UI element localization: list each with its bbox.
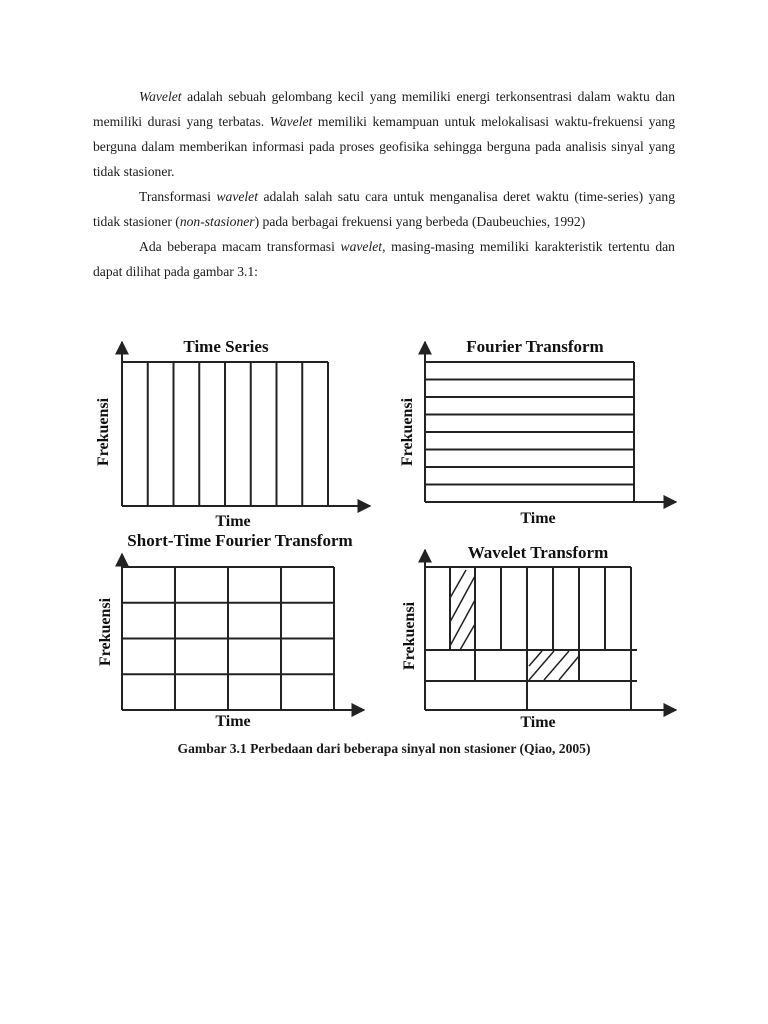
text-run: ) pada berbagai frekuensi yang berbeda (Daubeuchies, 1992): [254, 214, 586, 229]
text-run: adalah sebuah gelombang kecil yang memiliki energi terkonsentrasi dalam waktu dan memiliki durasi yang terbatas.: [93, 89, 675, 129]
panel-xlabel-time-series: Time: [215, 513, 251, 530]
panel-xlabel-fourier: Time: [520, 510, 556, 527]
body-text: [93, 84, 675, 284]
text-run: Transformasi: [139, 189, 217, 204]
panel-xlabel-wavelet: Time: [520, 714, 556, 730]
panel-time-series: [122, 342, 370, 506]
italic-term: wavelet: [216, 189, 258, 204]
panel-ylabel-stft: Frekuensi: [97, 597, 114, 667]
panel-ylabel-wavelet: Frekuensi: [401, 601, 418, 671]
panel-title-stft: Short-Time Fourier Transform: [127, 531, 353, 550]
text-run: memiliki kemampuan untuk melokalisasi waktu-frekuensi yang berguna dalam memberikan informasi pada proses geofisika sehingga berguna pada analisis sinyal yang tidak stasioner.: [93, 114, 675, 179]
panel-wavelet: [425, 550, 676, 710]
paragraph-2: [93, 184, 675, 234]
italic-term: Wavelet: [139, 89, 182, 104]
paragraph-3: [93, 234, 675, 284]
text-run: Ada beberapa macam transformasi: [139, 239, 341, 254]
italic-term: wavelet: [340, 239, 383, 254]
panel-fourier: [425, 342, 676, 502]
panel-stft: [122, 554, 364, 710]
figure-caption: Gambar 3.1 Perbedaan dari beberapa sinyal non stasioner (Qiao, 2005): [177, 741, 591, 756]
panel-title-time-series: Time Series: [183, 337, 269, 356]
italic-term: Wavelet: [269, 114, 313, 129]
panel-title-fourier: Fourier Transform: [466, 337, 604, 356]
panel-ylabel-fourier: Frekuensi: [399, 397, 416, 467]
text-run: , masing-masing memiliki karakteristik tertentu dan dapat dilihat pada gambar 3.1:: [93, 239, 675, 279]
figure-3-1: [88, 330, 688, 730]
hatched-cell-high: [450, 570, 475, 650]
hatched-cell-mid: [529, 651, 579, 680]
italic-term: non-stasioner: [179, 214, 255, 229]
panel-title-wavelet: Wavelet Transform: [467, 543, 609, 562]
paragraph-1: [93, 84, 675, 184]
panel-xlabel-stft: Time: [215, 713, 251, 730]
panel-ylabel-time-series: Frekuensi: [95, 397, 112, 467]
text-run: adalah salah satu cara untuk menganalisa deret waktu (time-series) yang tidak stasioner (: [93, 189, 675, 229]
